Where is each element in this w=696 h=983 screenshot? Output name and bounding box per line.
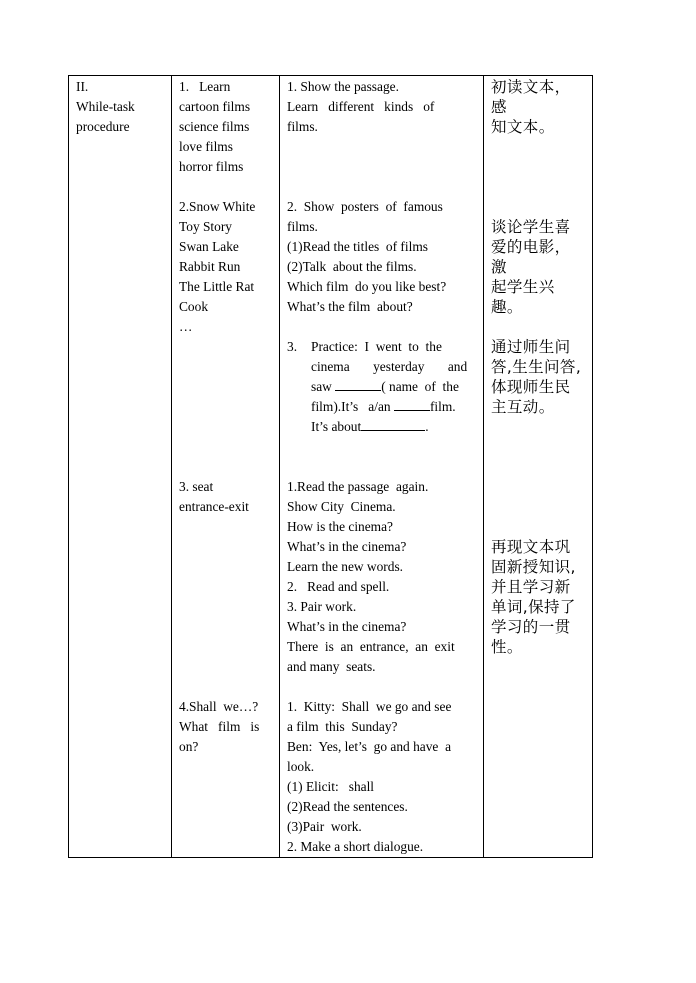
purpose-line: 初读文本，感 (491, 78, 571, 116)
step-line: 2. Read and spell. (287, 579, 390, 594)
purpose-block-3 (491, 537, 586, 657)
content-line: 3. seat (179, 479, 214, 494)
practice-item (287, 337, 477, 437)
content-line: love films (179, 139, 233, 154)
stage-cell (69, 76, 172, 858)
step-line: 1. Show the passage. (287, 79, 399, 94)
content-line: 4.Shall we…? (179, 699, 259, 714)
step-line: a film this Sunday? (287, 719, 398, 734)
practice-text: ( name of the (381, 379, 459, 394)
practice-line: cinema yesterday and (311, 359, 468, 374)
content-line: The Little Rat (179, 279, 255, 294)
content-line: cartoon films (179, 99, 251, 114)
step-line: look. (287, 759, 315, 774)
step-line: (2)Talk about the films. (287, 259, 417, 274)
steps-block-2 (287, 197, 477, 437)
content-line: horror films (179, 159, 244, 174)
purpose-line: 主互动。 (491, 398, 555, 416)
step-line: 2. Make a short dialogue. (287, 839, 424, 854)
content-line: Rabbit Run (179, 259, 241, 274)
step-line: (3)Pair work. (287, 819, 362, 834)
practice-line (311, 397, 477, 417)
purpose-line: 谈论学生喜 (491, 218, 571, 236)
step-line: Show City Cinema. (287, 499, 396, 514)
purpose-line: 答,生生问答, (491, 358, 582, 376)
steps-block-1 (287, 77, 477, 137)
content-block-2 (179, 197, 273, 337)
purpose-cell (484, 76, 593, 858)
content-line: Toy Story (179, 219, 232, 234)
step-line: Ben: Yes, let’s go and have a (287, 739, 452, 754)
content-line: … (179, 319, 193, 334)
steps-block-4 (287, 697, 477, 857)
purpose-line: 知文本。 (491, 118, 555, 136)
purpose-line: 体现师生民 (491, 378, 571, 396)
purpose-line: 通过师生问 (491, 338, 571, 356)
content-line: 2.Snow White (179, 199, 256, 214)
content-line: entrance-exit (179, 499, 249, 514)
content-block-4 (179, 697, 273, 757)
steps-cell (280, 76, 484, 858)
step-line: What’s in the cinema? (287, 539, 407, 554)
step-line: (2)Read the sentences. (287, 799, 408, 814)
purpose-block-2 (491, 217, 586, 417)
purpose-line: 固新授知识, (491, 558, 576, 576)
purpose-line: 起学生兴趣。 (491, 278, 555, 316)
lesson-plan-table (68, 75, 593, 858)
content-line: Cook (179, 299, 209, 314)
steps-block-3 (287, 477, 477, 677)
stage-name-line: procedure (76, 119, 130, 134)
content-line: Swan Lake (179, 239, 239, 254)
step-line: 1. Kitty: Shall we go and see (287, 699, 452, 714)
purpose-block-1 (491, 77, 586, 137)
table-row (69, 76, 593, 858)
step-line: (1)Read the titles of films (287, 239, 428, 254)
content-cell (172, 76, 280, 858)
step-line: films. (287, 219, 318, 234)
content-line: science films (179, 119, 250, 134)
content-line: What film is (179, 719, 260, 734)
step-line: films. (287, 119, 318, 134)
step-line: 1.Read the passage again. (287, 479, 429, 494)
purpose-line: 性。 (491, 638, 523, 656)
step-line: Which film do you like best? (287, 279, 447, 294)
step-line: (1) Elicit: shall (287, 779, 375, 794)
practice-text: . (425, 419, 429, 434)
content-block-3 (179, 477, 273, 517)
step-line: and many seats. (287, 659, 376, 674)
practice-text: film).It’s a/an (311, 399, 394, 414)
step-line: 3. Pair work. (287, 599, 357, 614)
purpose-line: 再现文本巩 (491, 538, 571, 556)
content-line: on? (179, 739, 199, 754)
step-line: Learn the new words. (287, 559, 404, 574)
step-line: How is the cinema? (287, 519, 393, 534)
fill-blank (394, 397, 430, 411)
step-line: There is an entrance, an exit (287, 639, 455, 654)
stage-name-line: While-task (76, 99, 135, 114)
practice-line: Practice: I went to the (311, 339, 442, 354)
step-line: 2. Show posters of famous (287, 199, 443, 214)
practice-text: saw (311, 379, 336, 394)
stage-number: II. (76, 79, 89, 94)
step-line: Learn different kinds of (287, 99, 435, 114)
practice-text: film. (429, 399, 456, 414)
step-line: What’s the film about? (287, 299, 413, 314)
practice-text: It’s about (311, 419, 362, 434)
fill-blank (361, 417, 425, 431)
practice-line (311, 417, 477, 437)
practice-number: 3. (287, 339, 298, 354)
content-block-1 (179, 77, 273, 177)
purpose-line: 并且学习新 (491, 578, 571, 596)
content-line: 1. Learn (179, 79, 231, 94)
purpose-line: 单词,保持了 (491, 598, 576, 616)
purpose-line: 学习的一贯 (491, 618, 571, 636)
practice-line (311, 377, 477, 397)
step-line: What’s in the cinema? (287, 619, 407, 634)
purpose-line: 爱的电影，激 (491, 238, 571, 276)
fill-blank (335, 377, 381, 391)
